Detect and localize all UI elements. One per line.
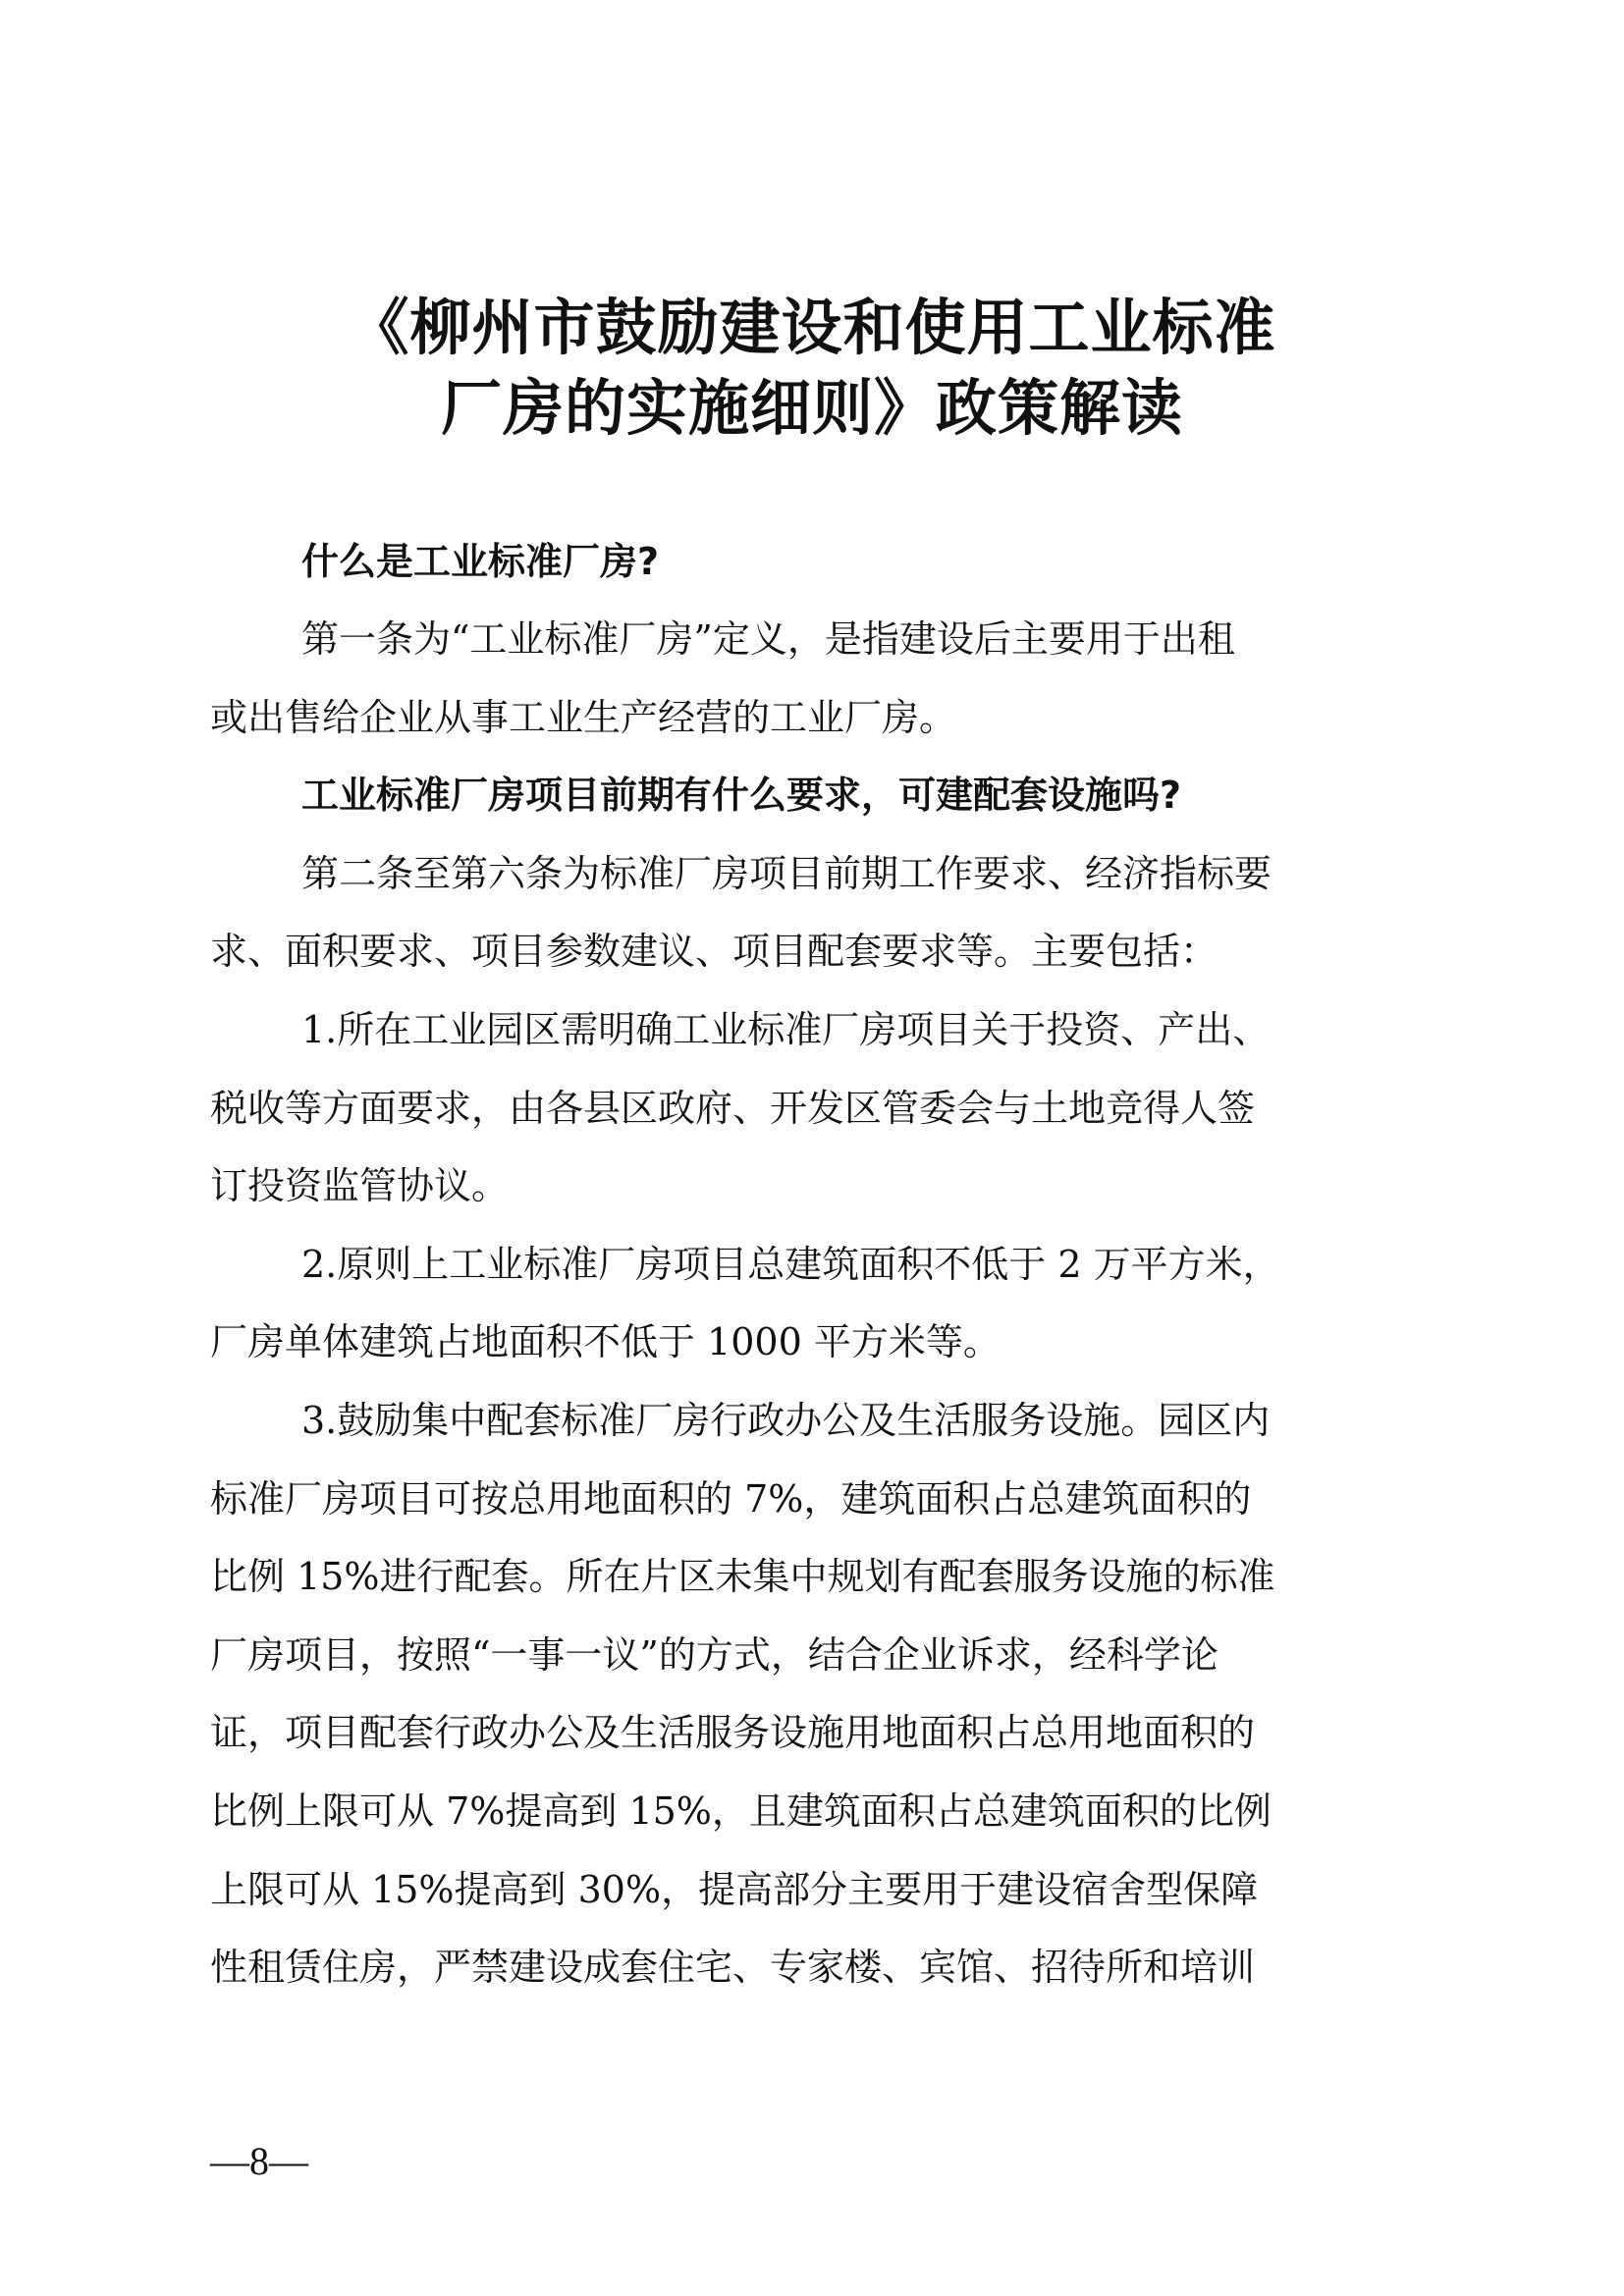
- list-item-line: 订投资监管协议。: [210, 1164, 510, 1207]
- document-title-line-2: 厂房的实施细则》政策解读: [440, 372, 1183, 444]
- list-item-line: 比例 15%进行配套。所在片区未集中规划有配套服务设施的标准: [210, 1555, 1275, 1598]
- list-item-line: 标准厂房项目可按总用地面积的 7%，建筑面积占总建筑面积的: [210, 1477, 1252, 1521]
- paragraph-line: 第二条至第六条为标准厂房项目前期工作要求、经济指标要: [301, 852, 1272, 895]
- list-item-line: 厂房项目，按照“一事一议”的方式，结合企业诉求，经科学论: [210, 1633, 1218, 1677]
- list-item-line: 厂房单体建筑占地面积不低于 1000 平方米等。: [210, 1320, 1001, 1363]
- section-heading-2: 工业标准厂房项目前期有什么要求，可建配套设施吗?: [301, 774, 1182, 817]
- section-heading-1: 什么是工业标准厂房?: [301, 540, 660, 583]
- paragraph-line: 第一条为“工业标准厂房”定义，是指建设后主要用于出租: [301, 617, 1235, 661]
- document-title-line-1: 《柳州市鼓励建设和使用工业标准: [348, 292, 1276, 363]
- paragraph-line: 或出售给企业从事工业生产经营的工业厂房。: [210, 696, 957, 739]
- list-item-line: 税收等方面要求，由各县区政府、开发区管委会与土地竞得人签: [210, 1087, 1256, 1130]
- list-item-line: 证，项目配套行政办公及生活服务设施用地面积占总用地面积的: [210, 1711, 1256, 1754]
- list-item-line: 比例上限可从 7%提高到 15%，且建筑面积占总建筑面积的比例: [210, 1789, 1272, 1833]
- page-number: —8—: [210, 2139, 308, 2183]
- list-item-line: 1.所在工业园区需明确工业标准厂房项目关于投资、产出、: [301, 1008, 1271, 1051]
- paragraph-line: 求、面积要求、项目参数建议、项目配套要求等。主要包括：: [210, 930, 1218, 973]
- list-item-line: 2.原则上工业标准厂房项目总建筑面积不低于 2 万平方米，: [301, 1243, 1280, 1286]
- list-item-line: 性租赁住房，严禁建设成套住宅、专家楼、宾馆、招待所和培训: [210, 1946, 1256, 1989]
- list-item-line: 上限可从 15%提高到 30%，提高部分主要用于建设宿舍型保障: [210, 1868, 1259, 1911]
- list-item-line: 3.鼓励集中配套标准厂房行政办公及生活服务设施。园区内: [301, 1399, 1271, 1442]
